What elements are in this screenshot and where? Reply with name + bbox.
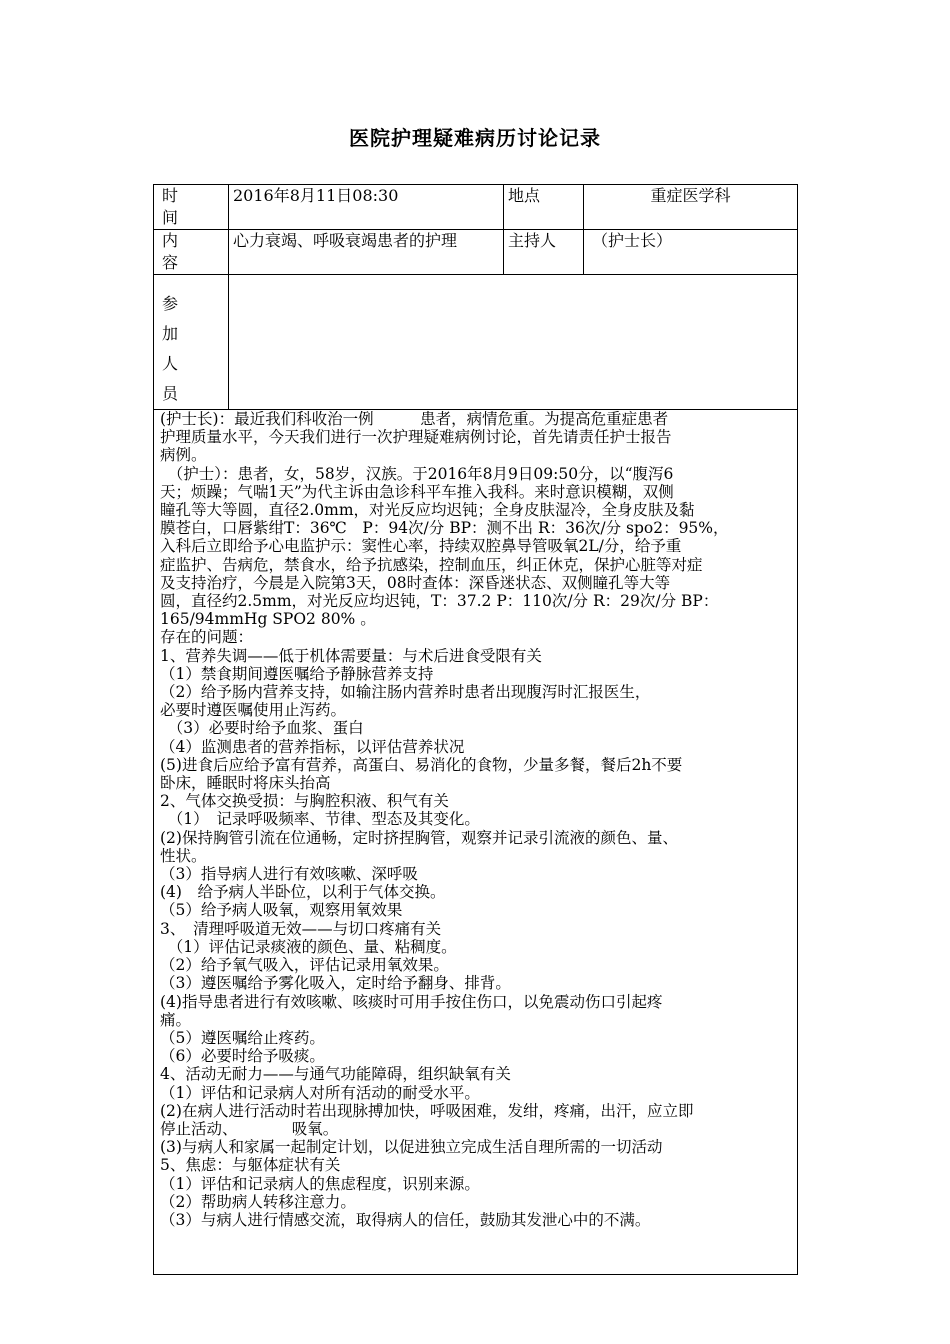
discussion-line: （1） 记录呼吸频率、节律、型态及其变化。: [160, 810, 480, 829]
discussion-line: 存在的问题：: [160, 628, 254, 647]
discussion-line: 165/94mmHg SPO2 80% 。: [160, 610, 376, 629]
participants-label: [154, 275, 229, 410]
discussion-line: （3）遵医嘱给予雾化吸入，定时给予翻身、排背。: [160, 974, 511, 993]
discussion-line: （1）禁食期间遵医嘱给予静脉营养支持: [160, 664, 434, 683]
discussion-line: 天；烦躁；气喘1天”为代主诉由急诊科平车推入我科。来时意识模糊，双侧: [160, 482, 674, 501]
discussion-line: 3、 清理呼吸道无效——与切口疼痛有关: [160, 919, 442, 938]
discussion-line: （3）与病人进行情感交流，取得病人的信任，鼓励其发泄心中的不满。: [160, 1210, 651, 1229]
discussion-row: [154, 410, 798, 1275]
time-row: [154, 185, 798, 230]
discussion-line: 膜苍白，口唇紫绀T：36℃ P：94次/分 BP：测不出 R：36次/分 spo2：95%，: [160, 519, 729, 538]
discussion-line: 停止活动、 吸氧。: [160, 1119, 339, 1138]
discussion-line: 入科后立即给予心电监护示：窦性心率，持续双腔鼻导管吸氧2L/分，给予重: [160, 537, 682, 556]
discussion-line: （3）指导病人进行有效咳嗽、深呼吸: [160, 865, 418, 884]
discussion-line: (护士长)：最近我们科收治一例 患者，病情危重。为提高危重症患者: [160, 410, 669, 428]
discussion-line: （5）给予病人吸氧，观察用氧效果: [160, 901, 403, 920]
participants-row: [154, 275, 798, 410]
discussion-line: 卧床，睡眠时将床头抬高: [160, 774, 331, 793]
discussion-line: 护理质量水平，今天我们进行一次护理疑难病例讨论，首先请责任护士报告: [160, 428, 672, 447]
discussion-line: 2、气体交换受损：与胸腔积液、积气有关: [160, 792, 449, 811]
discussion-line: (4) 给予病人半卧位，以利于气体交换。: [160, 883, 446, 902]
discussion-line: 性状。: [160, 846, 207, 865]
page-title: 医院护理疑难病历讨论记录: [349, 126, 601, 150]
discussion-line: 5、焦虑：与躯体症状有关: [160, 1156, 341, 1175]
place-label: 地点: [504, 185, 584, 230]
participants-label-line2: 人 员: [162, 354, 193, 403]
discussion-line: (2)在病人进行活动时若出现脉搏加快，呼吸困难，发绀，疼痛，出汗，应立即: [160, 1101, 694, 1120]
discussion-line: （4）监测患者的营养指标，以评估营养状况: [160, 737, 465, 756]
discussion-line: (3)与病人和家属一起制定计划，以促进独立完成生活自理所需的一切活动: [160, 1138, 663, 1157]
discussion-body: [154, 410, 798, 1275]
discussion-line: （5）遵医嘱给止疼药。: [160, 1028, 325, 1047]
discussion-line: (4)指导患者进行有效咳嗽、咳痰时可用手按住伤口，以免震动伤口引起疼: [160, 992, 663, 1011]
discussion-line: 及支持治疗，今晨是入院第3天，08时查体：深昏迷状态、双侧瞳孔等大等: [160, 573, 671, 592]
discussion-line: （1）评估记录痰液的颜色、量、粘稠度。: [160, 937, 457, 956]
content-row: [154, 230, 798, 275]
discussion-line: 1、营养失调——低于机体需要量：与术后进食受限有关: [160, 646, 542, 665]
discussion-line: 圆，直径约2.5mm，对光反应均迟钝，T：37.2 P：110次/分 R：29次/分 BP：: [160, 592, 719, 611]
discussion-line: （2）给予氧气吸入，评估记录用氧效果。: [160, 956, 449, 975]
discussion-line: 4、活动无耐力——与通气功能障碍，组织缺氧有关: [160, 1065, 511, 1084]
discussion-line: （1）评估和记录病人的焦虑程度，识别来源。: [160, 1174, 480, 1193]
discussion-line: (5)进食后应给予富有营养，高蛋白、易消化的食物，少量多餐，餐后2h不要: [160, 755, 683, 774]
content-label: 内 容: [154, 230, 229, 275]
discussion-line: 病例。: [160, 446, 207, 465]
host-value: （护士长）: [584, 230, 798, 275]
discussion-line: （6）必要时给予吸痰。: [160, 1047, 325, 1066]
discussion-line: (2)保持胸管引流在位通畅，定时挤捏胸管，观察并记录引流液的颜色、量、: [160, 828, 678, 847]
discussion-line: 症监护、告病危，禁食水，给予抗感染，控制血压，纠正休克，保护心脏等对症: [160, 555, 703, 574]
discussion-line: （3）必要时给予血浆、蛋白: [160, 719, 364, 738]
participants-label-line1: 参 加: [162, 294, 193, 343]
discussion-line: （1）评估和记录病人对所有活动的耐受水平。: [160, 1083, 480, 1102]
content-value: 心力衰竭、呼吸衰竭患者的护理: [229, 230, 504, 275]
discussion-line: 痛。: [160, 1010, 192, 1029]
host-label: 主持人: [504, 230, 584, 275]
place-value: 重症医学科: [584, 185, 798, 230]
record-table: [153, 184, 798, 1275]
discussion-line: 必要时遵医嘱使用止泻药。: [160, 701, 347, 720]
discussion-line: （护士）：患者，女，58岁，汉族。于2016年8月9日09:50分，以“腹泻6: [160, 464, 674, 483]
participants-value: [229, 275, 798, 410]
time-value: 2016年8月11日08:30: [229, 185, 504, 230]
time-label: 时 间: [154, 185, 229, 230]
discussion-line: （2）帮助病人转移注意力。: [160, 1192, 356, 1211]
discussion-line: （2）给予肠内营养支持，如输注肠内营养时患者出现腹泻时汇报医生，: [160, 683, 651, 702]
discussion-line: 瞳孔等大等圆，直径2.0mm，对光反应均迟钝；全身皮肤湿冷，全身皮肤及黏: [160, 501, 695, 520]
